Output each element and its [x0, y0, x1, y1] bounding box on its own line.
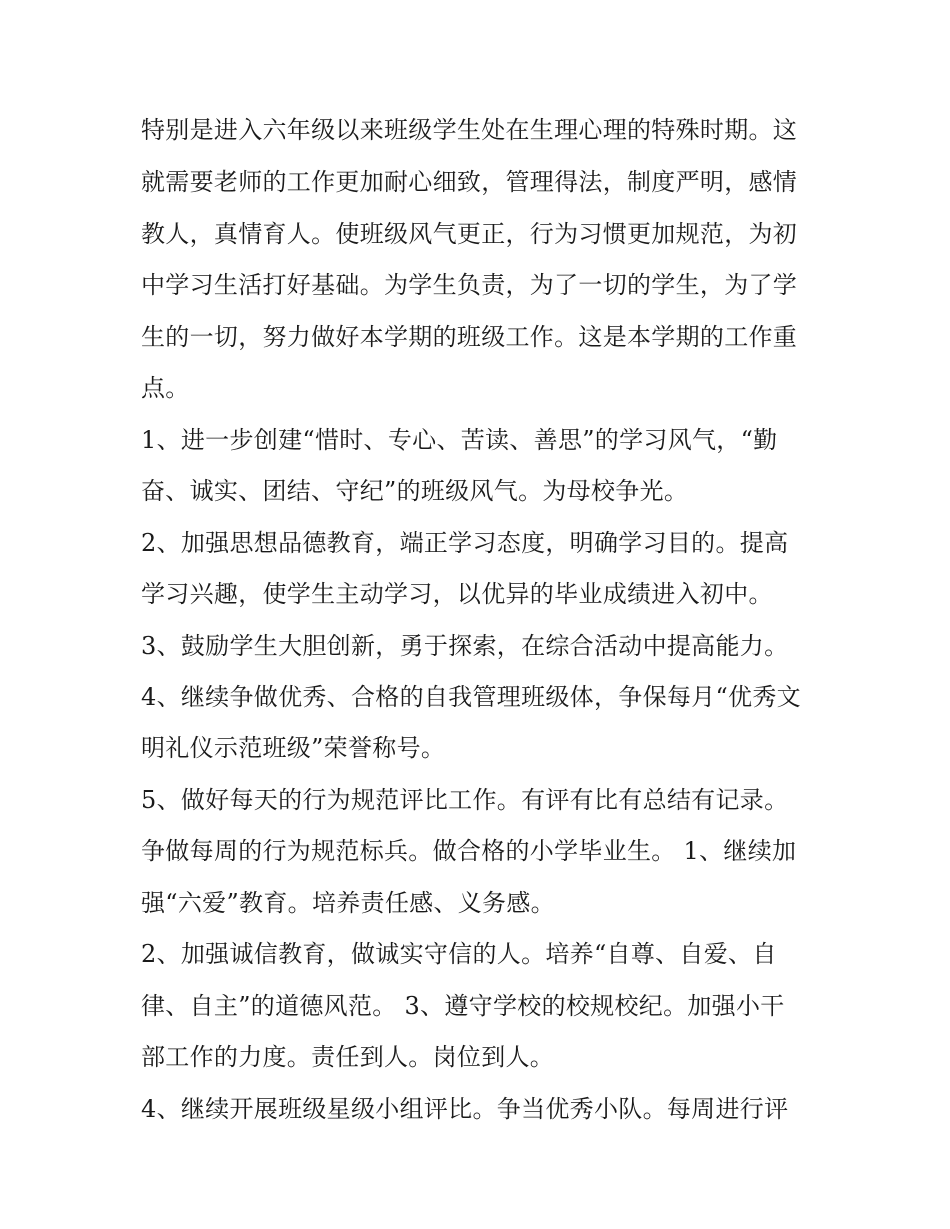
text-line: 教人，真情育人。使班级风气更正，行为习惯更加规范，为初 [141, 220, 798, 248]
list-item-line: 1、进一步创建“惜时、专心、苦读、善思”的学习风气，“勤 [141, 426, 778, 454]
text-line: 律、自主”的道德风范。 3、遵守学校的校规校纪。加强小干 [141, 992, 785, 1020]
text-line: 争做每周的行为规范标兵。做合格的小学毕业生。 1、继续加 [141, 837, 797, 865]
list-item-line: 4、继续争做优秀、合格的自我管理班级体，争保每月“优秀文 [141, 683, 801, 711]
list-item-line: 2、加强思想品德教育，端正学习态度，明确学习目的。提高 [141, 529, 789, 557]
text-line: 部工作的力度。责任到人。岗位到人。 [141, 1043, 555, 1071]
text-line: 点。 [141, 374, 190, 402]
text-line: 学习兴趣，使学生主动学习，以优异的毕业成绩进入初中。 [141, 580, 773, 608]
text-line: 强“六爱”教育。培养责任感、义务感。 [141, 889, 555, 917]
text-line: 特别是进入六年级以来班级学生处在生理心理的特殊时期。这 [141, 116, 798, 144]
text-line: 就需要老师的工作更加耐心细致，管理得法，制度严明，感情 [141, 168, 798, 196]
list-item-line: 4、继续开展班级星级小组评比。争当优秀小队。每周进行评 [141, 1095, 789, 1123]
text-line: 明礼仪示范班级”荣誉称号。 [141, 734, 446, 762]
text-line: 生的一切，努力做好本学期的班级工作。这是本学期的工作重 [141, 323, 798, 351]
text-line: 奋、诚实、团结、守纪”的班级风气。为母校争光。 [141, 477, 689, 505]
text-line: 中学习生活打好基础。为学生负责，为了一切的学生，为了学 [141, 271, 798, 299]
list-item-line: 2、加强诚信教育，做诚实守信的人。培养“自尊、自爱、自 [141, 940, 777, 968]
list-item-line: 3、鼓励学生大胆创新，勇于探索，在综合活动中提高能力。 [141, 632, 789, 660]
list-item-line: 5、做好每天的行为规范评比工作。有评有比有总结有记录。 [141, 786, 789, 814]
